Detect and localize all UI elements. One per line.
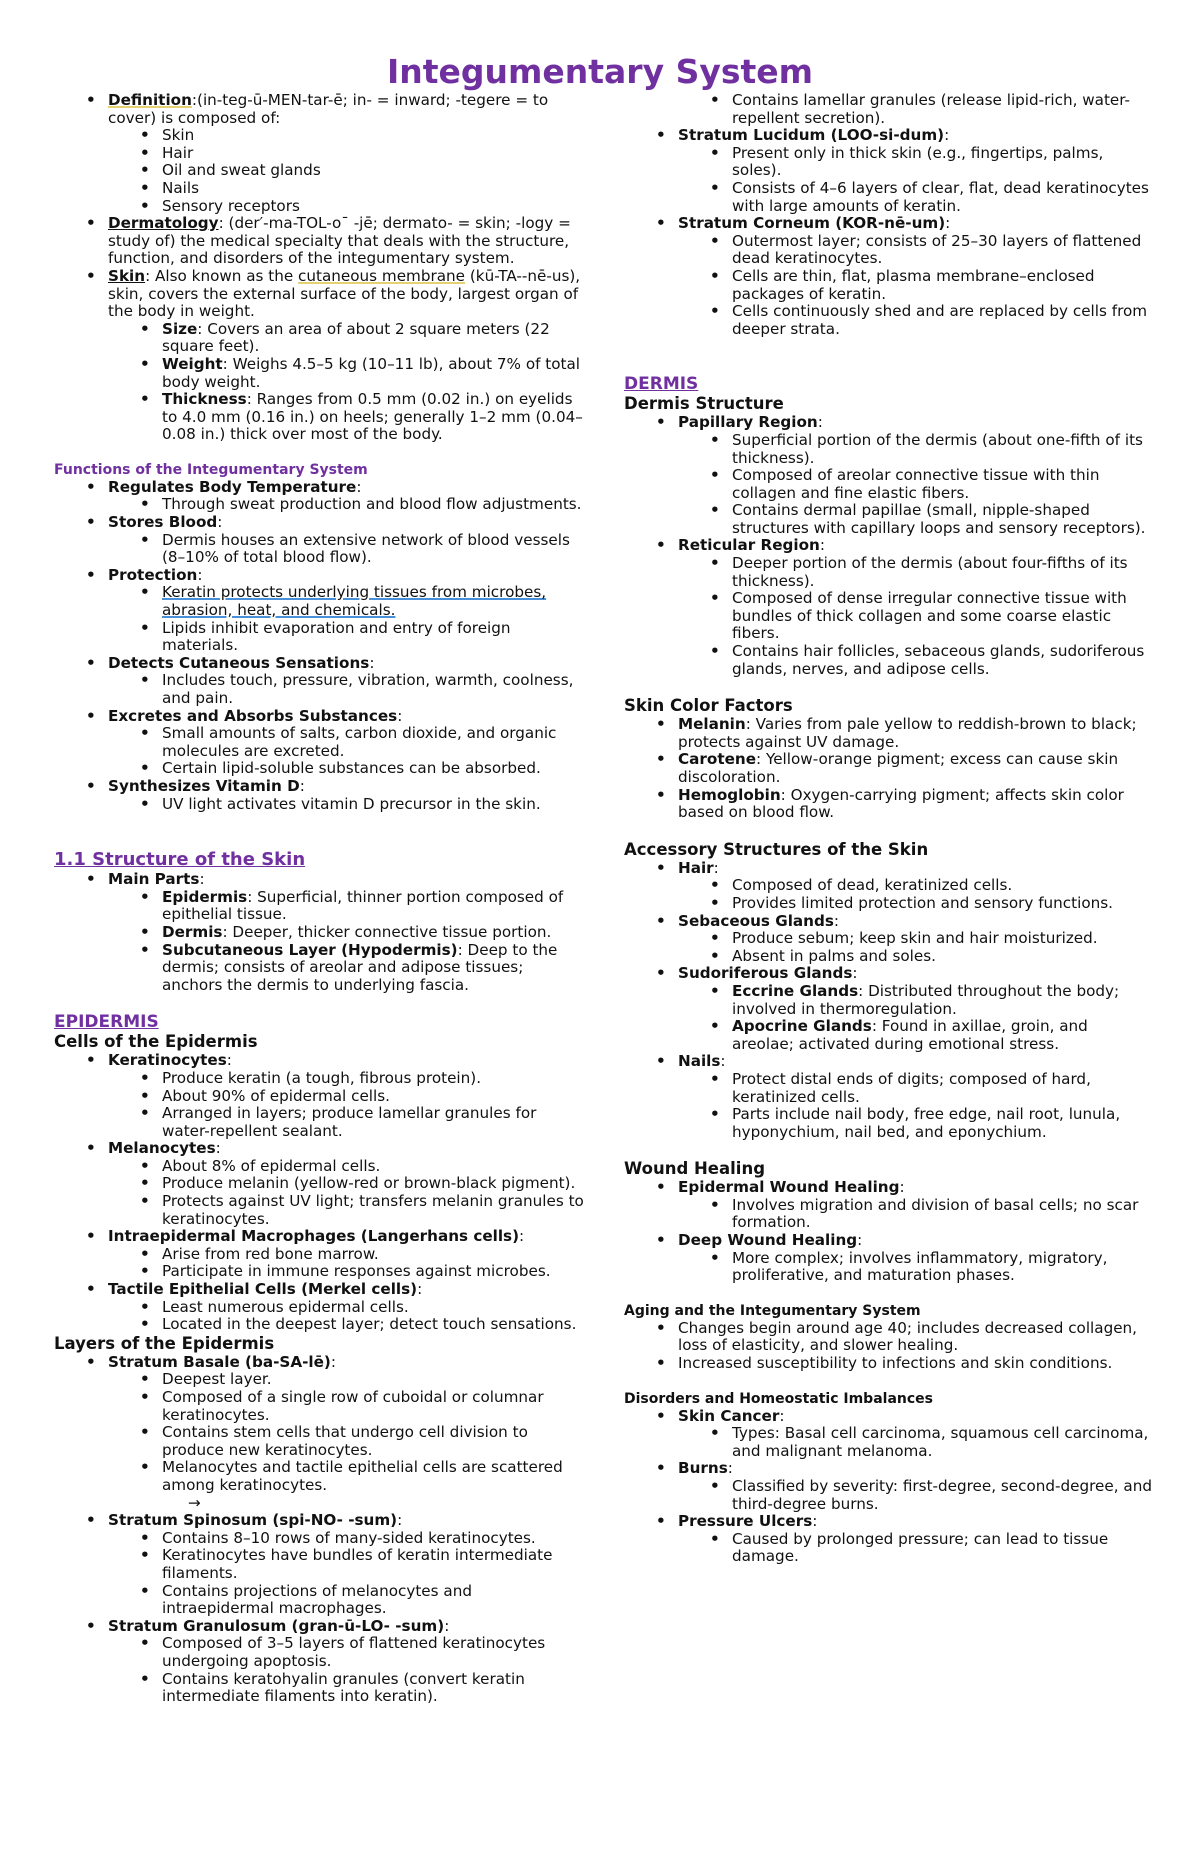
item-label: Sebaceous Glands: [678, 911, 834, 930]
item-label: Intraepidermal Macrophages (Langerhans cells): [108, 1227, 520, 1246]
page-title: Integumentary System: [386, 52, 814, 91]
item-label: Subcutaneous Layer (Hypodermis): [162, 940, 458, 959]
item-label: Melanocytes: [108, 1139, 216, 1158]
disorders-heading: Disorders and Homeostatic Imbalances: [624, 1390, 933, 1407]
definition-item: [108, 92, 584, 215]
list-item: • Deep Wound Healing: • More complex; involves inflammatory, migratory, proliferative, and maturation phases.: [678, 1232, 1154, 1285]
functions-heading: Functions of the Integumentary System: [54, 461, 368, 478]
item-label: Main Parts: [108, 870, 200, 889]
list-item: [732, 1018, 1154, 1053]
definition-term: Definition: [108, 91, 192, 109]
dermatology-term: Dermatology: [108, 214, 219, 233]
dermis-list: [624, 414, 1154, 678]
intro-list: [54, 92, 584, 444]
list-item: • Changes begin around age 40; includes decreased collagen, loss of elasticity, and slower healing.: [678, 1320, 1154, 1355]
functions-list: [54, 479, 584, 813]
list-item: • Located in the deepest layer; detect touch sensations.: [162, 1316, 584, 1334]
list-item: • Skin: [162, 127, 584, 145]
list-item: • Consists of 4–6 layers of clear, flat, dead keratinocytes with large amounts of keratin.: [732, 180, 1154, 215]
list-item: [162, 1459, 584, 1512]
item-label: Protection: [108, 565, 198, 584]
epidermis-heading: EPIDERMIS: [54, 1012, 159, 1033]
list-item: • Small amounts of salts, carbon dioxide, and organic molecules are excreted.: [162, 725, 584, 760]
item-label: Burns: [678, 1459, 728, 1478]
list-item: • Includes touch, pressure, vibration, warmth, coolness, and pain.: [162, 672, 584, 707]
list-item: • Deeper portion of the dermis (about four-fifths of its thickness).: [732, 555, 1154, 590]
definition-text: :(in-teg-ū-MEN-tar-ē; in- = inward; -tegere = to cover) is composed of:: [108, 91, 549, 127]
item-text: : Yellow-orange pigment; excess can cause skin discoloration.: [678, 750, 1119, 786]
item-text: : Oxygen-carrying pigment; affects skin color based on blood flow.: [678, 785, 1124, 822]
list-item: • Pressure Ulcers: • Caused by prolonged pressure; can lead to tissue damage.: [678, 1513, 1154, 1566]
list-item: • Produce keratin (a tough, fibrous protein).: [162, 1070, 584, 1088]
list-item: • Outermost layer; consists of 25–30 layers of flattened dead keratinocytes.: [732, 233, 1154, 268]
list-item: • Contains lamellar granules (release lipid-rich, water-repellent secretion).: [732, 92, 1154, 127]
list-item: • Contains projections of melanocytes and intraepidermal macrophages.: [162, 1583, 584, 1618]
list-item: • Protect distal ends of digits; composed of hard, keratinized cells.: [732, 1071, 1154, 1106]
item-label: Apocrine Glands: [732, 1017, 872, 1036]
list-item: • Excretes and Absorbs Substances: • Small amounts of salts, carbon dioxide, and organic molecules are excreted. • Certain lipid-soluble substances can be absorbed.: [108, 708, 584, 778]
cells-heading: Cells of the Epidermis: [54, 1032, 258, 1052]
list-item: • Melanocytes: • About 8% of epidermal cells. • Produce melanin (yellow-red or brown-black pigment). • Protects against UV light; transfers melanin granules to keratinocytes.: [108, 1140, 584, 1228]
list-item: • Tactile Epithelial Cells (Merkel cells): • Least numerous epidermal cells. • Located in the deepest layer; detect touch sensations.: [108, 1281, 584, 1334]
item-label: Stratum Lucidum (LOO-si-dum): [678, 126, 945, 145]
strata-list: [624, 92, 1154, 338]
list-item: • Sebaceous Glands: • Produce sebum; keep skin and hair moisturized. • Absent in palms and soles.: [678, 913, 1154, 966]
item-label: Hemoglobin: [678, 785, 781, 804]
list-item: • Contains hair follicles, sebaceous glands, sudoriferous glands, nerves, and adipose cells.: [732, 643, 1154, 678]
list-item: [162, 584, 584, 619]
item-text: : Ranges from 0.5 mm (0.02 in.) on eyelids to 4.0 mm (0.16 in.) on heels; generally 1–2 mm (0.04–0.08 in.) thick over most of the body.: [162, 390, 583, 444]
list-item: • Detects Cutaneous Sensations: • Includes touch, pressure, vibration, warmth, coolness, and pain.: [108, 655, 584, 708]
skin-color-heading: Skin Color Factors: [624, 696, 793, 716]
list-item: • Burns: • Classified by severity: first-degree, second-degree, and third-degree burns.: [678, 1460, 1154, 1513]
item-label: Stores Blood: [108, 513, 218, 532]
list-item: • Stratum Basale (ba-SA-lē): • Deepest layer. • Composed of a single row of cuboidal or columnar keratinocytes. • Contains stem cells that undergo cell division to produce new keratinocytes. • Melanocytes and tactile epithelial cells are scattered among keratinocytes. →: [108, 1354, 584, 1512]
list-item: [162, 321, 584, 356]
item-label: Detects Cutaneous Sensations: [108, 653, 370, 672]
wound-healing-heading: Wound Healing: [624, 1159, 765, 1179]
item-label: Stratum Spinosum (spi-NO- -sum): [108, 1511, 398, 1530]
item-label: Nails: [678, 1052, 721, 1071]
list-item: • Present only in thick skin (e.g., fingertips, palms, soles).: [732, 145, 1154, 180]
list-item: • Parts include nail body, free edge, nail root, lunula, hyponychium, nail bed, and eponychium.: [732, 1106, 1154, 1141]
definition-sublist: [108, 127, 584, 215]
item-label: Pressure Ulcers: [678, 1512, 813, 1531]
list-item: • Main Parts: • Epidermis: Superficial, thinner portion composed of epithelial tissue. • Dermis: Deeper, thicker connective tissue portion. • Subcutaneous Layer (Hypodermis): Deep to the dermis; consists of areolar and adipose tissues; anchors the dermis to underlying fascia.: [108, 871, 584, 994]
dermatology-text: : (der′-ma-TOL-o¯ -jē; dermato- = skin; -logy = study of) the medical specialty that deals with the structure, function, and disorders of the integumentary system.: [108, 214, 571, 268]
structure-list: [54, 871, 584, 994]
list-item: [162, 942, 584, 995]
list-item: • Keratinocytes: • Produce keratin (a tough, fibrous protein). • About 90% of epidermal cells. • Arranged in layers; produce lamellar granules for water-repellent sealant.: [108, 1052, 584, 1140]
item-label: Tactile Epithelial Cells (Merkel cells): [108, 1280, 418, 1299]
list-item: [162, 924, 584, 942]
list-item: • Reticular Region: • Deeper portion of the dermis (about four-fifths of its thickness). • Composed of dense irregular connective tissue with bundles of thick collagen and some coarse elastic fibers. • Contains hair follicles, sebaceous glands, sudoriferous glands, nerves, and adipose cells.: [678, 537, 1154, 678]
list-item: • Nails: • Protect distal ends of digits; composed of hard, keratinized cells. • Parts include nail body, free edge, nail root, lunula, hyponychium, nail bed, and eponychium.: [678, 1053, 1154, 1141]
list-item: • Stratum Lucidum (LOO-si-dum): • Present only in thick skin (e.g., fingertips, palms, soles). • Consists of 4–6 layers of clear, flat, dead keratinocytes with large amounts of keratin.: [678, 127, 1154, 215]
list-item: • Contains dermal papillae (small, nipple-shaped structures with capillary loops and sensory receptors).: [732, 502, 1154, 537]
item-label: Epidermis: [162, 887, 248, 906]
list-item: • Arise from red bone marrow.: [162, 1246, 584, 1264]
list-item: • Composed of 3–5 layers of flattened keratinocytes undergoing apoptosis.: [162, 1635, 584, 1670]
list-item: [162, 889, 584, 924]
item-label: Size: [162, 319, 198, 338]
dermis-structure-heading: Dermis Structure: [624, 394, 784, 414]
dermis-heading: DERMIS: [624, 374, 699, 395]
list-item: • UV light activates vitamin D precursor in the skin.: [162, 796, 584, 814]
list-item: • Stratum Spinosum (spi-NO- -sum): • Contains 8–10 rows of many-sided keratinocytes. • Keratinocytes have bundles of keratin intermediate filaments. • Contains projections of melanocytes and intraepidermal macrophages.: [108, 1512, 584, 1618]
item-label: Stratum Basale (ba-SA-lē): [108, 1352, 331, 1371]
layers-heading: Layers of the Epidermis: [54, 1333, 275, 1353]
list-item: [162, 391, 584, 444]
item-label: Keratinocytes: [108, 1051, 227, 1070]
item-label: Skin Cancer: [678, 1406, 780, 1425]
list-item: • Epidermal Wound Healing: • Involves migration and division of basal cells; no scar formation.: [678, 1179, 1154, 1232]
list-item: • Protects against UV light; transfers melanin granules to keratinocytes.: [162, 1193, 584, 1228]
aging-list: [624, 1320, 1154, 1373]
list-item: • Caused by prolonged pressure; can lead to tissue damage.: [732, 1531, 1154, 1566]
list-item: • Hair: • Composed of dead, keratinized cells. • Provides limited protection and sensory functions.: [678, 860, 1154, 913]
list-item: • About 8% of epidermal cells.: [162, 1158, 584, 1176]
list-item: [678, 751, 1154, 786]
list-item: • Least numerous epidermal cells.: [162, 1299, 584, 1317]
list-item: • Produce melanin (yellow-red or brown-black pigment).: [162, 1175, 584, 1193]
list-item: • Stratum Granulosum (gran-ū-LO- -sum): • Composed of 3–5 layers of flattened keratinocytes undergoing apoptosis. • Contains keratohyalin granules (convert keratin intermediate filaments into keratin).: [108, 1618, 584, 1706]
list-item: • Absent in palms and soles.: [732, 948, 1154, 966]
list-item: • Lipids inhibit evaporation and entry of foreign materials.: [162, 620, 584, 655]
item-label: Stratum Granulosum (gran-ū-LO- -sum): [108, 1616, 445, 1635]
keratin-highlight: Keratin protects underlying tissues from microbes, abrasion, heat, and chemicals.: [162, 583, 547, 620]
list-item: • Certain lipid-soluble substances can be absorbed.: [162, 760, 584, 778]
list-item: • Increased susceptibility to infections and skin conditions.: [678, 1355, 1154, 1373]
item-label: Weight: [162, 354, 223, 373]
item-text: : Weighs 4.5–5 kg (10–11 lb), about 7% of total body weight.: [162, 354, 581, 391]
list-item: • Arranged in layers; produce lamellar granules for water-repellent sealant.: [162, 1105, 584, 1140]
wound-list: [624, 1179, 1154, 1285]
accessory-heading: Accessory Structures of the Skin: [624, 839, 929, 859]
list-item: • Composed of dead, keratinized cells.: [732, 877, 1154, 895]
list-item: [162, 356, 584, 391]
structure-heading: 1.1 Structure of the Skin: [54, 849, 306, 871]
continued-item: [678, 92, 1154, 127]
list-item: • Sudoriferous Glands: • Eccrine Glands: Distributed throughout the body; involved in thermoregulation. • Apocrine Glands: Found in axillae, groin, and areolae; activated during emotional stress.: [678, 965, 1154, 1053]
list-item: • Involves migration and division of basal cells; no scar formation.: [732, 1197, 1154, 1232]
list-item: • Composed of a single row of cuboidal or columnar keratinocytes.: [162, 1389, 584, 1424]
list-item: • Regulates Body Temperature: • Through sweat production and blood flow adjustments.: [108, 479, 584, 514]
list-item: • Composed of dense irregular connective tissue with bundles of thick collagen and some coarse elastic fibers.: [732, 590, 1154, 643]
skin-term: Skin: [108, 266, 146, 285]
item-label: Reticular Region: [678, 536, 820, 555]
right-column: [624, 92, 1154, 1566]
cutaneous-membrane-highlight: cutaneous membrane: [298, 266, 466, 285]
item-text: : Covers an area of about 2 square meters (22 square feet).: [162, 319, 550, 356]
list-item: • Produce sebum; keep skin and hair moisturized.: [732, 930, 1154, 948]
list-item: [678, 716, 1154, 751]
left-column: [54, 92, 584, 1706]
item-text: : Varies from pale yellow to reddish-brown to black; protects against UV damage.: [678, 715, 1137, 751]
list-item: • Dermis houses an extensive network of blood vessels (8–10% of total blood flow).: [162, 532, 584, 567]
list-item: [732, 983, 1154, 1018]
list-item: • About 90% of epidermal cells.: [162, 1088, 584, 1106]
item-label: Stratum Corneum (KOR-nē-um): [678, 214, 946, 233]
item-label: Dermis: [162, 922, 223, 941]
list-item: • Hair: [162, 145, 584, 163]
item-text: : Deeper, thicker connective tissue portion.: [222, 922, 552, 941]
disorders-list: [624, 1408, 1154, 1566]
list-item: • Provides limited protection and sensory functions.: [732, 895, 1154, 913]
item-label: Carotene: [678, 750, 756, 769]
item-label: Epidermal Wound Healing: [678, 1178, 900, 1197]
cells-list: [54, 1052, 584, 1334]
skin-text-cont: (kū-TA--nē-us), skin, covers the external surface of the body, largest organ of the body in weight.: [108, 266, 581, 321]
item-label: Excretes and Absorbs Substances: [108, 706, 398, 725]
accessory-list: [624, 860, 1154, 1142]
skin-item: [108, 268, 584, 444]
list-item: • Oil and sweat glands: [162, 162, 584, 180]
item-label: Synthesizes Vitamin D: [108, 776, 300, 795]
layers-list: [54, 1354, 584, 1706]
item-label: Regulates Body Temperature: [108, 477, 357, 496]
item-label: Melanin: [678, 715, 746, 734]
item-label: Sudoriferous Glands: [678, 964, 853, 983]
list-item: [678, 787, 1154, 822]
item-text: : Deep to the dermis; consists of areolar and adipose tissues; anchors the dermis to underlying fascia.: [162, 940, 558, 994]
list-item: • Stratum Corneum (KOR-nē-um): • Outermost layer; consists of 25–30 layers of flattened dead keratinocytes. • Cells are thin, flat, plasma membrane–enclosed packages of keratin. • Cells continuously shed and are replaced by cells from deeper strata.: [678, 215, 1154, 338]
skin-text: : Also known as the: [145, 266, 299, 285]
list-item: • Deepest layer.: [162, 1371, 584, 1389]
list-item: • Stores Blood: • Dermis houses an extensive network of blood vessels (8–10% of total blood flow).: [108, 514, 584, 567]
list-item: • Classified by severity: first-degree, second-degree, and third-degree burns.: [732, 1478, 1154, 1513]
list-item: • Nails: [162, 180, 584, 198]
list-item: • Cells are thin, flat, plasma membrane–enclosed packages of keratin.: [732, 268, 1154, 303]
list-item: • More complex; involves inflammatory, migratory, proliferative, and maturation phases.: [732, 1250, 1154, 1285]
item-text: Melanocytes and tactile epithelial cells are scattered among keratinocytes.: [162, 1458, 563, 1494]
skin-color-list: [624, 716, 1154, 822]
arrow-icon: →: [188, 1493, 201, 1512]
item-label: Eccrine Glands: [732, 981, 859, 1000]
item-label: Thickness: [162, 390, 247, 409]
list-item: • Cells continuously shed and are replaced by cells from deeper strata.: [732, 303, 1154, 338]
list-item: • Contains 8–10 rows of many-sided keratinocytes.: [162, 1530, 584, 1548]
skin-sublist: [108, 321, 584, 444]
list-item: • Sensory receptors: [162, 198, 584, 216]
item-text: : Superficial, thinner portion composed of epithelial tissue.: [162, 887, 564, 924]
list-item: • Participate in immune responses against microbes.: [162, 1263, 584, 1281]
list-item: • Papillary Region: • Superficial portion of the dermis (about one-fifth of its thickness). • Composed of areolar connective tissue with thin collagen and fine elastic fibers. • Contains dermal papillae (small, nipple-shaped structures with capillary loops and sensory receptors).: [678, 414, 1154, 537]
aging-heading: Aging and the Integumentary System: [624, 1302, 921, 1319]
list-item: • Synthesizes Vitamin D: • UV light activates vitamin D precursor in the skin.: [108, 778, 584, 813]
list-item: • Composed of areolar connective tissue with thin collagen and fine elastic fibers.: [732, 467, 1154, 502]
list-item: • Skin Cancer: • Types: Basal cell carcinoma, squamous cell carcinoma, and malignant melanoma.: [678, 1408, 1154, 1461]
list-item: • Protection: • Keratin protects underlying tissues from microbes, abrasion, heat, and chemicals. • Lipids inhibit evaporation and entry of foreign materials.: [108, 567, 584, 655]
item-label: Papillary Region: [678, 413, 818, 432]
list-item: • Through sweat production and blood flow adjustments.: [162, 496, 584, 514]
list-item: • Superficial portion of the dermis (about one-fifth of its thickness).: [732, 432, 1154, 467]
item-text: : Found in axillae, groin, and areolae; activated during emotional stress.: [732, 1017, 1088, 1053]
list-item: • Contains keratohyalin granules (convert keratin intermediate filaments into keratin).: [162, 1671, 584, 1706]
dermatology-item: [108, 215, 584, 268]
item-label: Deep Wound Healing: [678, 1231, 858, 1250]
list-item: • Contains stem cells that undergo cell division to produce new keratinocytes.: [162, 1424, 584, 1459]
item-label: Hair: [678, 858, 714, 877]
list-item: • Types: Basal cell carcinoma, squamous cell carcinoma, and malignant melanoma.: [732, 1425, 1154, 1460]
list-item: • Intraepidermal Macrophages (Langerhans cells): • Arise from red bone marrow. • Participate in immune responses against microbes.: [108, 1228, 584, 1281]
list-item: • Keratinocytes have bundles of keratin intermediate filaments.: [162, 1547, 584, 1582]
item-text: : Distributed throughout the body; involved in thermoregulation.: [732, 981, 1120, 1018]
